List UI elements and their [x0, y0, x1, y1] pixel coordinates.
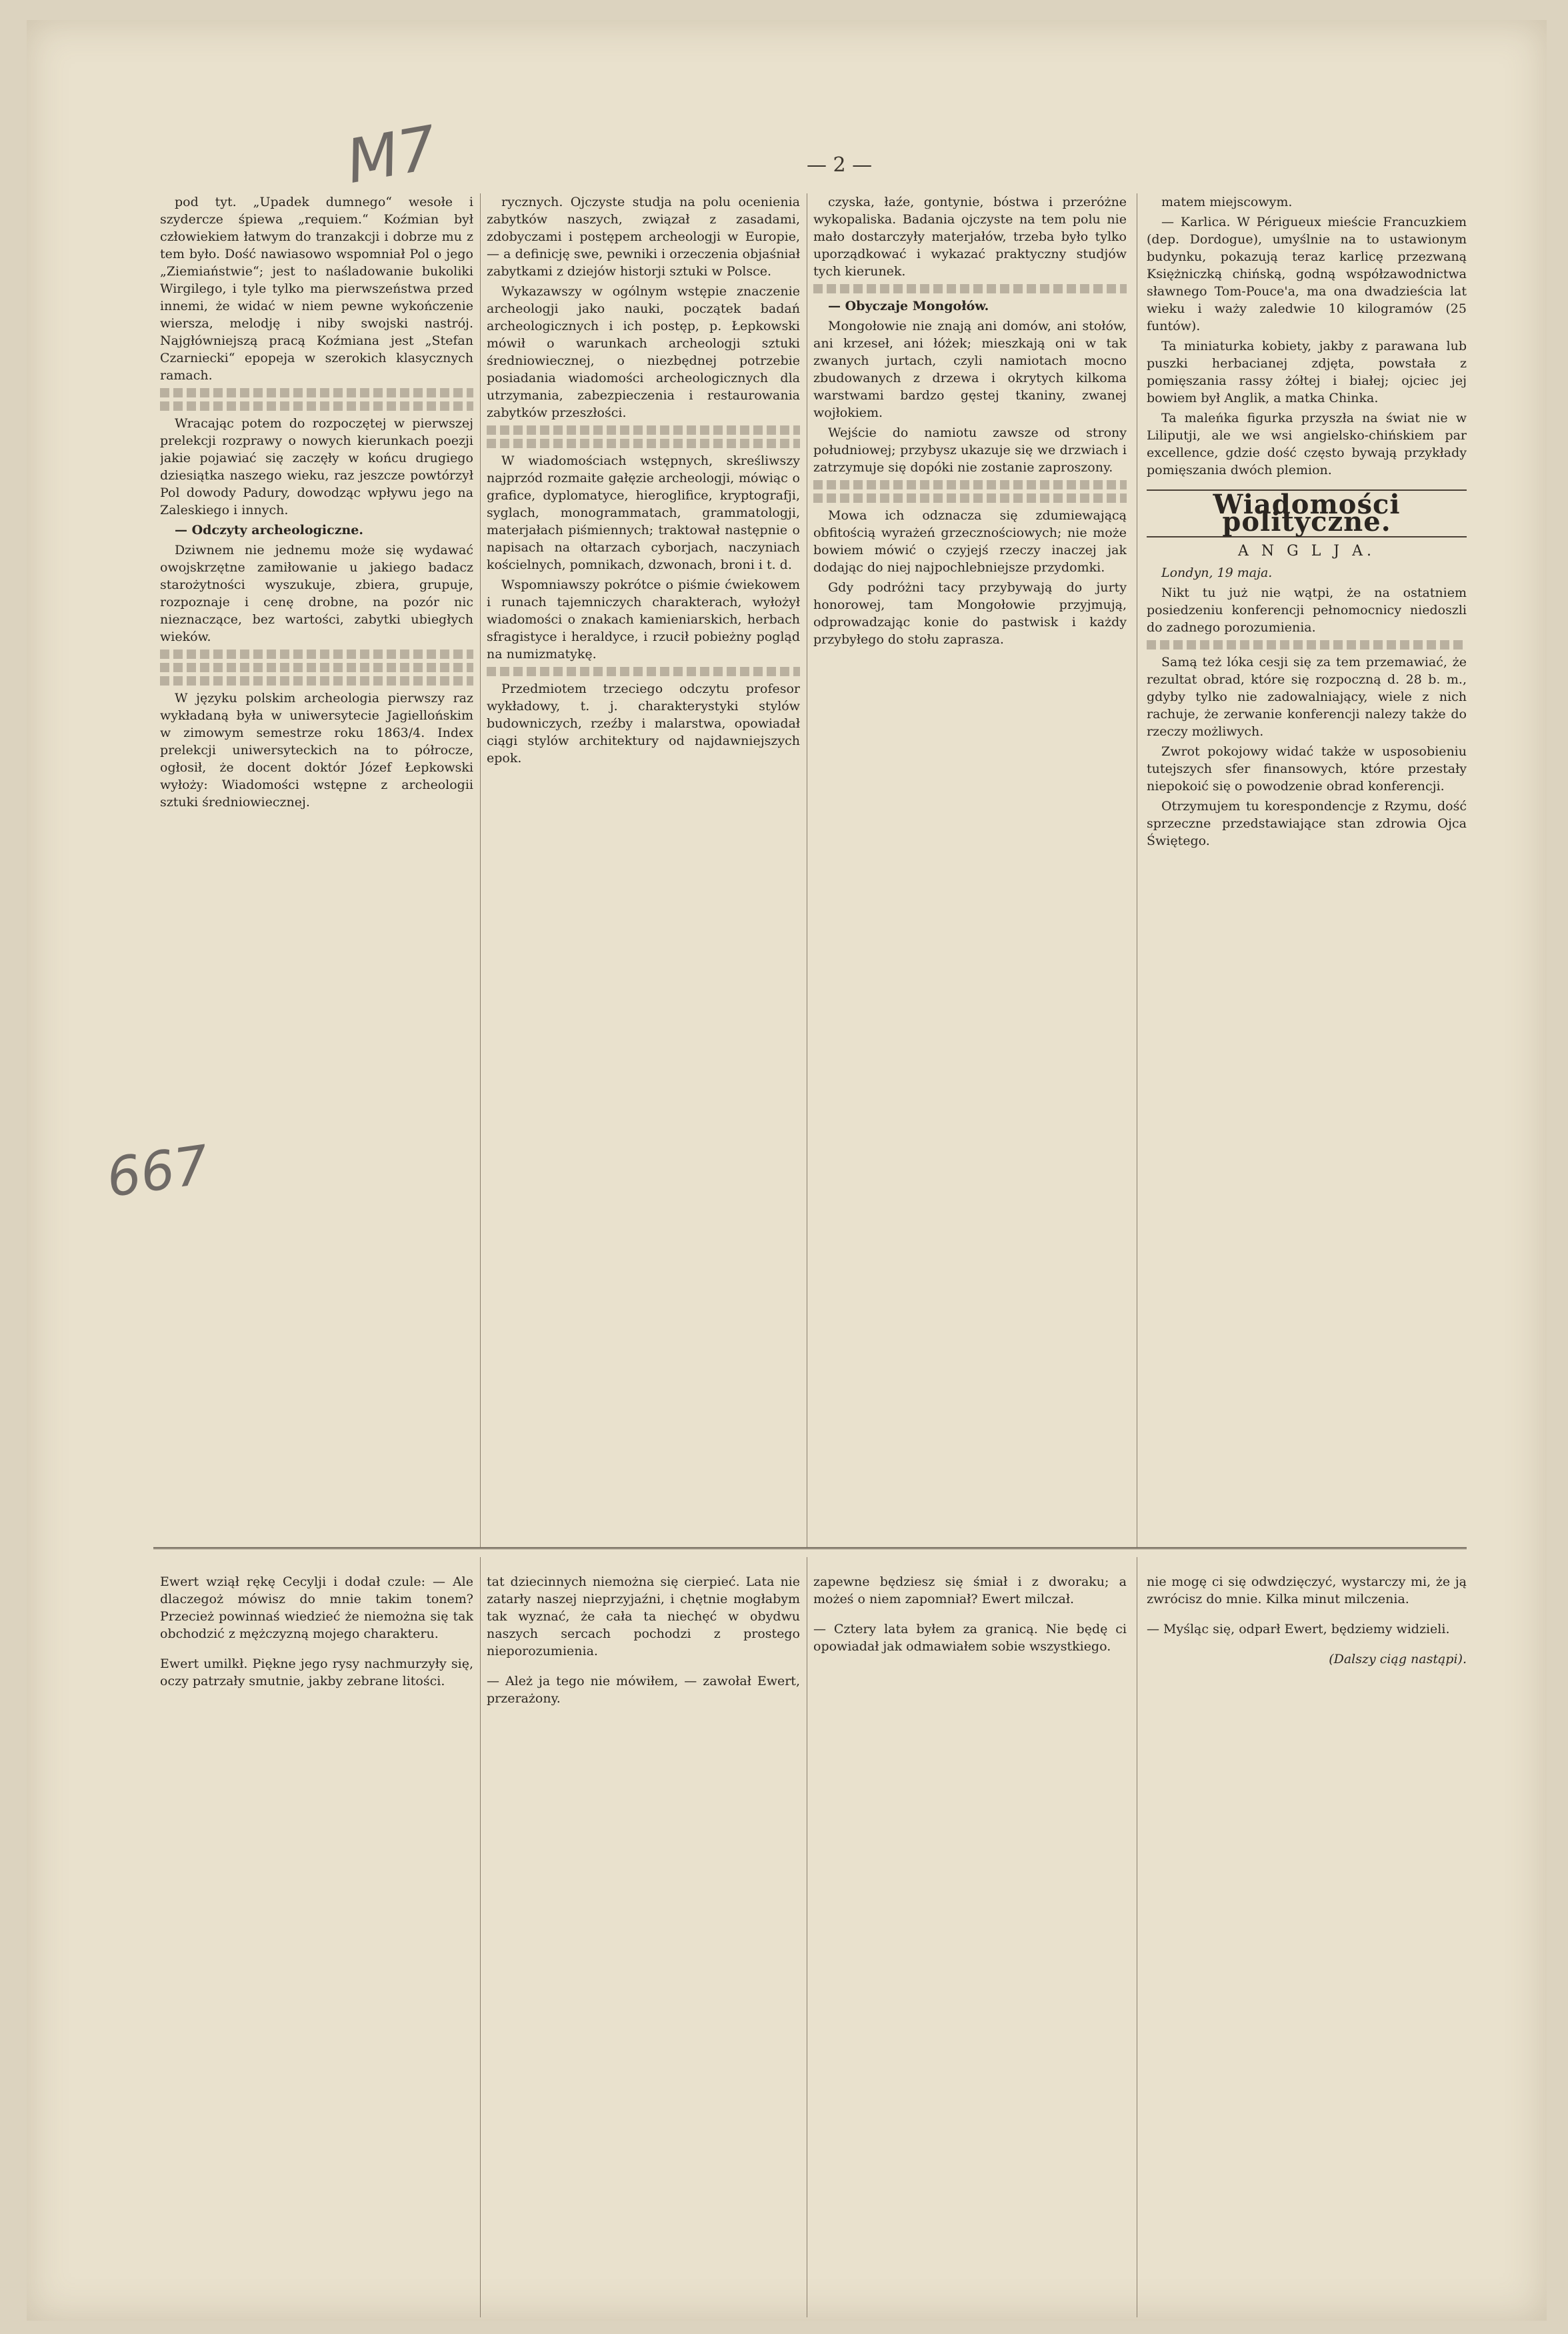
column-rule: [480, 193, 481, 1547]
paragraph: Wejście do namiotu zawsze od strony południowej; przybysz ukazuje się we drzwiach i zatrzymuje się dopóki nie zostanie zaproszony.: [813, 425, 1127, 475]
text-line: [487, 667, 800, 676]
column-3: [813, 193, 1127, 1527]
text-line: [813, 493, 1127, 503]
section-heading: — Obyczaje Mongołów.: [828, 299, 989, 313]
paragraph: Nikt tu już nie wątpi, że na ostatniem posiedzeniu konferencji pełnomocnicy niedoszli do zadnego porozumienia.: [1147, 586, 1467, 635]
handwritten-mark: M7: [341, 113, 443, 197]
feuilleton-column-3: [813, 1560, 1127, 2321]
text-line: [813, 480, 1127, 489]
paragraph: Zwrot pokojowy widać także w usposobieniu tutejszych sfer finansowych, które przestały niepokoić się o powodzenie obrad konferencji.: [1147, 744, 1467, 794]
paragraph: Gdy podróżni tacy przybywają do jurty honorowej, tam Mongołowie przyjmują, odprowadzając konie do pastwisk i każdy przybyłego do stołu zaprasza.: [813, 580, 1127, 647]
paragraph: nie mogę ci się odwdzięczyć, wystarczy mi, że ją zwrócisz do mnie. Kilka minut milczenia.: [1147, 1574, 1467, 1606]
paragraph: matem miejscowym.: [1161, 195, 1293, 209]
paragraph: — Cztery lata byłem za granicą. Nie będę ci opowiadał jak odmawiałem sobie wszystkiego.: [813, 1622, 1127, 1654]
text-line: [487, 425, 800, 435]
newspaper-page: [27, 20, 1547, 2321]
feuilleton-divider: [153, 1547, 1467, 1549]
text-line: [160, 650, 473, 659]
paragraph: czyska, łaźe, gontynie, bóstwa i przeróżne wykopaliska. Badania ojczyste na tem polu nie mało dostarczyły materjałów, trzeba było tylko uporządkować i wykazać praktyczny studjów tych kierunek.: [813, 195, 1127, 279]
paragraph: — Ależ ja tego nie mówiłem, — zawołał Ewert, przerażony.: [487, 1674, 800, 1706]
section-title: Wiadomości polityczne.: [1147, 489, 1467, 537]
text-line: [160, 388, 473, 397]
paragraph: Ewert wziął rękę Cecylji i dodał czule: — Ale dlaczegoż mówisz do mnie takim tonem? Przecież powinnaś wiedzieć że niemożna się tak obchodzić z mężczyzną mojego charakteru.: [160, 1574, 473, 1641]
text-line: [1147, 640, 1467, 650]
paragraph: rycznych. Ojczyste studja na polu ocenienia zabytków naszych, związał z zasadami, zdobyczami i postępem archeologji w Europie, — a definicję swe, pewniki i orzeczenia objaśniał zabytkami z dziejów historji sztuki w Polsce.: [487, 195, 800, 279]
paragraph: Otrzymujem tu korespondencje z Rzymu, dość sprzeczne przedstawiające stan zdrowia Ojca Świętego.: [1147, 799, 1467, 848]
text-line: [813, 284, 1127, 293]
column-rule: [480, 1557, 481, 2317]
section-heading: — Odczyty archeologiczne.: [175, 523, 364, 537]
paragraph: Wspomniawszy pokrótce o piśmie ćwiekowem i runach tajemniczych charakterach, wyłożył wiadomości o znakach kamieniarskich, herbach sfragistyce i heraldyce, i rzucił pobieżny pogląd na numizmatykę.: [487, 577, 800, 662]
paragraph: — Karlica. W Périgueux mieście Francuzkiem (dep. Dordogue), umyślnie na to ustawionym budynku, pokazują teraz karlicę przezwaną Księżniczką chińską, godną współzawodnictwa sławnego Tom-Pouce'a, ma ona dwadzieścia lat wieku i waży zaledwie 10 kilogramów (25 funtów).: [1147, 215, 1467, 333]
paragraph: Wykazawszy w ogólnym wstępie znaczenie archeologji jako nauki, początek badań archeologicznych i ich postęp, p. Łepkowski mówił o warunkach archeologji sztuki średniowiecznej, o niezbędnej potrzebie posiadania wiadomości archeologicznych dla utrzymania, zabezpieczenia i restaurowania zabytków przeszłości.: [487, 284, 800, 420]
paragraph: W języku polskim archeologia pierwszy raz wykładaną była w uniwersytecie Jagiellońskim w zimowym semestrze roku 1863/4. Index prelekcji uniwersyteckich na to półrocze, ogłosił, że docent doktór Józef Łepkowski wyłoży: Wiadomości wstępne z archeologii sztuki średniowiecznej.: [160, 691, 473, 810]
text-line: [160, 663, 473, 672]
text-line: [160, 676, 473, 686]
paragraph: Ewert umilkł. Piękne jego rysy nachmurzyły się, oczy patrzały smutnie, jakby zebrane litości.: [160, 1656, 473, 1688]
dateline: Londyn, 19 maja.: [1161, 565, 1273, 580]
column-1: [160, 193, 473, 1527]
paragraph: Ta maleńka figurka przyszła na świat nie w Liliputji, ale we wsi angielsko-chińskiem par excellence, gdzie dość często bywają przykłady pomięszania dwóch plemion.: [1147, 411, 1467, 477]
text-line: [487, 439, 800, 448]
feuilleton-column-4: [1147, 1560, 1467, 2321]
paragraph: Wracając potem do rozpoczętej w pierwszej prelekcji rozprawy o nowych kierunkach poezji jakie pojawiać się zaczęły w końcu drugiego dziesiątka naszego wieku, raz jeszcze powtórzył Pol dowody Padury, dowodząc wpływu jego na Zaleskiego i innych.: [160, 416, 473, 517]
feuilleton-column-2: [487, 1560, 800, 2321]
paragraph: zapewne będziesz się śmiał i z dworaku; a możeś o niem zapomniał? Ewert milczał.: [813, 1574, 1127, 1606]
paragraph: Przedmiotem trzeciego odczytu profesor wykładowy, t. j. charakterystyki stylów budowniczych, rzeźby i malarstwa, opowiadał ciągi stylów architektury od najdawniejszych epok.: [487, 682, 800, 766]
paragraph: Dziwnem nie jednemu może się wydawać owojskrzętne zamiłowanie u jakiego badacz starożytności wyszukuje, zbiera, grupuje, rozpoznaje i cenę drobne, na pozór nic nieznaczące, bez wartości, zabytki ubiegłych wieków.: [160, 543, 473, 644]
handwritten-number: 667: [103, 1133, 213, 1210]
text-line: [160, 401, 473, 411]
paragraph: — Myśląc się, odparł Ewert, będziemy widzieli.: [1147, 1622, 1450, 1636]
paragraph: pod tyt. „Upadek dumnego“ wesołe i szydercze śpiewa „requiem.“ Koźmian był człowiekiem łatwym do tranzakcji i dobrze mu z tem było. Dość nawiasowo wspomniał Pol o jego „Ziemiaństwie“; jest to naśladowanie bukoliki Wirgilego, i tyle tylko ma pierwszeństwa przed innemi, że widać w niem pewne wykończenie wiersza, melodję i niby swojski nastrój. Najgłówniejszą pracą Koźmiana jest „Stefan Czarniecki“ epopeja w szerokich klasycznych ramach.: [160, 195, 473, 383]
column-2: [487, 193, 800, 1527]
country-heading: A N G L J A.: [1238, 543, 1375, 559]
continued-note: (Dalszy ciąg nastąpi).: [1329, 1652, 1467, 1666]
paragraph: Ta miniaturka kobiety, jakby z parawana lub puszki herbacianej zdjęta, powstała z pomięszania rassy żółtej i białej; ojciec jej bowiem był Anglik, a matka Chinka.: [1147, 339, 1467, 405]
paragraph: Mongołowie nie znają ani domów, ani stołów, ani krzeseł, ani łóżek; mieszkają oni w tak zwanych jurtach, czyli namiotach mocno zbudowanych z drzewa i okrytych kilkoma warstwami bardzo gęstej tkaniny, zwanej wojłokiem.: [813, 319, 1127, 420]
feuilleton-column-1: [160, 1560, 473, 2321]
paragraph: tat dziecinnych niemożna się cierpieć. Lata nie zatarły naszej nieprzyjaźni, i chętnie mogłabym tak wyznać, że cała ta niechęć w obydwu naszych sercach pochodzi z prostego nieporozumienia.: [487, 1574, 800, 1658]
paragraph: Mowa ich odznacza się zdumiewającą obfitością wyrażeń grzecznościowych; nie może bowiem mówić o czyjejś rzeczy inaczej jak dodając do niej najpochlebniejsze przydomki.: [813, 508, 1127, 575]
page-number: — 2 —: [807, 153, 873, 177]
paragraph: W wiadomościach wstępnych, skreśliwszy najprzód rozmaite gałęzie archeologji, mówiąc o grafice, dyplomatyce, hieroglifice, kryptografji, syglach, monogrammatach, grammatologji, materjałach piśmiennych; traktował następnie o napisach na ołtarzach cyborjach, naczyniach kościelnych, pomnikach, dzwonach, broni i t. d.: [487, 453, 800, 572]
paragraph: Samą też lóka cesji się za tem przemawiać, że rezultat obrad, które się rozpoczną d. 28 b. m., gdyby tylko nie zadowalniający, wiele z nich rachuje, że zerwanie konferencji nalezy także do rzeczy możliwych.: [1147, 655, 1467, 739]
column-4: [1147, 193, 1467, 1527]
